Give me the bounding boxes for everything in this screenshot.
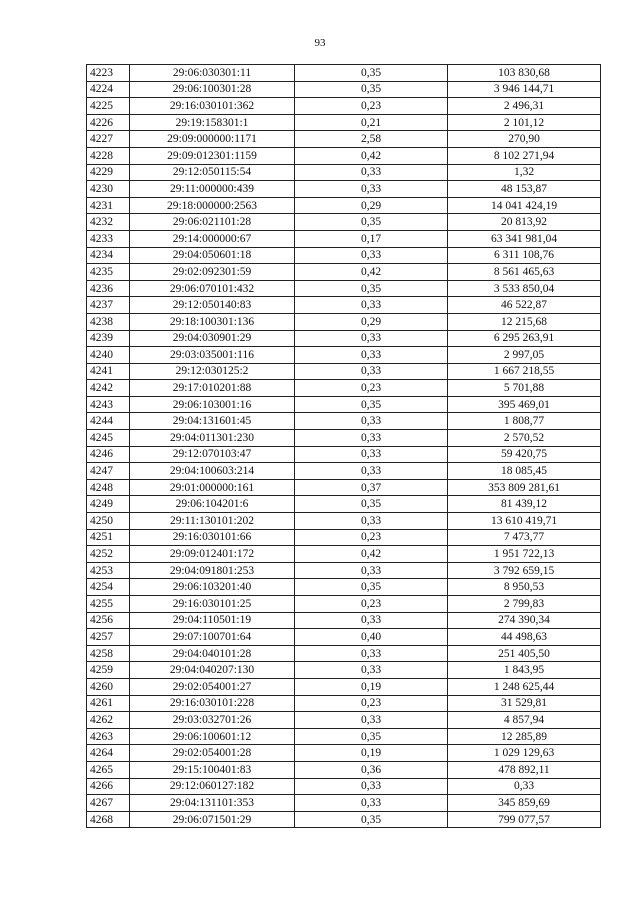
row-number-cell: 4266 [87,778,130,795]
value-cell: 13 610 419,71 [448,513,601,530]
cadastral-number-cell: 29:12:050115:54 [130,164,295,181]
value-cell: 395 469,01 [448,396,601,413]
value-cell: 12 285,89 [448,728,601,745]
value-cell: 3 533 850,04 [448,280,601,297]
row-number-cell: 4242 [87,380,130,397]
table-row [87,562,601,579]
row-number-cell: 4237 [87,297,130,314]
rate-cell: 0,23 [295,529,448,546]
row-number-cell: 4232 [87,214,130,231]
value-cell: 5 701,88 [448,380,601,397]
table-row [87,81,601,98]
rate-cell: 0,33 [295,297,448,314]
table-row [87,678,601,695]
row-number-cell: 4240 [87,347,130,364]
rate-cell: 0,19 [295,678,448,695]
cadastral-number-cell: 29:04:110501:19 [130,612,295,629]
table-row [87,529,601,546]
cadastral-number-cell: 29:18:100301:136 [130,313,295,330]
cadastral-number-cell: 29:04:050601:18 [130,247,295,264]
rate-cell: 2,58 [295,131,448,148]
rate-cell: 0,42 [295,264,448,281]
table-row [87,745,601,762]
row-number-cell: 4254 [87,579,130,596]
rate-cell: 0,35 [295,396,448,413]
table-row [87,147,601,164]
cadastral-number-cell: 29:04:040207:130 [130,662,295,679]
row-number-cell: 4255 [87,596,130,613]
value-cell: 14 041 424,19 [448,197,601,214]
table-row [87,446,601,463]
value-cell: 2 799,83 [448,596,601,613]
row-number-cell: 4231 [87,197,130,214]
cadastral-number-cell: 29:06:100301:28 [130,81,295,98]
cadastral-number-cell: 29:06:030301:11 [130,65,295,82]
rate-cell: 0,23 [295,98,448,115]
rate-cell: 0,42 [295,147,448,164]
cadastral-number-cell: 29:04:030901:29 [130,330,295,347]
value-cell: 1 843,95 [448,662,601,679]
row-number-cell: 4238 [87,313,130,330]
value-cell: 46 522,87 [448,297,601,314]
rate-cell: 0,29 [295,313,448,330]
table-row [87,65,601,82]
cadastral-number-cell: 29:16:030101:66 [130,529,295,546]
table-row [87,164,601,181]
rate-cell: 0,33 [295,413,448,430]
cadastral-number-cell: 29:03:035001:116 [130,347,295,364]
row-number-cell: 4249 [87,496,130,513]
rate-cell: 0,35 [295,496,448,513]
cadastral-number-cell: 29:06:104201:6 [130,496,295,513]
cadastral-number-cell: 29:06:070101:432 [130,280,295,297]
registry-table [86,64,601,828]
cadastral-number-cell: 29:09:012301:1159 [130,147,295,164]
value-cell: 2 570,52 [448,430,601,447]
value-cell: 44 498,63 [448,629,601,646]
rate-cell: 0,33 [295,795,448,812]
row-number-cell: 4252 [87,546,130,563]
cadastral-number-cell: 29:04:091801:253 [130,562,295,579]
rate-cell: 0,23 [295,596,448,613]
row-number-cell: 4223 [87,65,130,82]
row-number-cell: 4234 [87,247,130,264]
cadastral-number-cell: 29:06:021101:28 [130,214,295,231]
table-row [87,430,601,447]
row-number-cell: 4267 [87,795,130,812]
table-row [87,612,601,629]
value-cell: 2 101,12 [448,114,601,131]
row-number-cell: 4257 [87,629,130,646]
cadastral-number-cell: 29:12:060127:182 [130,778,295,795]
row-number-cell: 4243 [87,396,130,413]
rate-cell: 0,33 [295,712,448,729]
table-row [87,712,601,729]
value-cell: 63 341 981,04 [448,230,601,247]
value-cell: 3 792 659,15 [448,562,601,579]
value-cell: 103 830,68 [448,65,601,82]
value-cell: 12 215,68 [448,313,601,330]
value-cell: 8 950,53 [448,579,601,596]
table-row [87,380,601,397]
row-number-cell: 4230 [87,181,130,198]
row-number-cell: 4262 [87,712,130,729]
table-row [87,596,601,613]
value-cell: 1 808,77 [448,413,601,430]
row-number-cell: 4227 [87,131,130,148]
cadastral-number-cell: 29:18:000000:2563 [130,197,295,214]
rate-cell: 0,17 [295,230,448,247]
value-cell: 6 295 263,91 [448,330,601,347]
row-number-cell: 4259 [87,662,130,679]
row-number-cell: 4245 [87,430,130,447]
rate-cell: 0,23 [295,380,448,397]
value-cell: 270,90 [448,131,601,148]
page-number: 93 [314,37,326,49]
row-number-cell: 4250 [87,513,130,530]
rate-cell: 0,33 [295,463,448,480]
table-row [87,546,601,563]
rate-cell: 0,33 [295,645,448,662]
rate-cell: 0,33 [295,562,448,579]
table-row [87,264,601,281]
value-cell: 3 946 144,71 [448,81,601,98]
cadastral-number-cell: 29:04:100603:214 [130,463,295,480]
table-row [87,181,601,198]
row-number-cell: 4261 [87,695,130,712]
cadastral-number-cell: 29:06:103201:40 [130,579,295,596]
rate-cell: 0,33 [295,363,448,380]
value-cell: 1 248 625,44 [448,678,601,695]
table-row [87,247,601,264]
value-cell: 0,33 [448,778,601,795]
row-number-cell: 4244 [87,413,130,430]
value-cell: 48 153,87 [448,181,601,198]
row-number-cell: 4235 [87,264,130,281]
row-number-cell: 4246 [87,446,130,463]
registry-table-body [87,65,601,828]
value-cell: 1 029 129,63 [448,745,601,762]
cadastral-number-cell: 29:16:030101:25 [130,596,295,613]
cadastral-number-cell: 29:11:130101:202 [130,513,295,530]
row-number-cell: 4224 [87,81,130,98]
cadastral-number-cell: 29:04:011301:230 [130,430,295,447]
rate-cell: 0,35 [295,81,448,98]
row-number-cell: 4263 [87,728,130,745]
row-number-cell: 4260 [87,678,130,695]
cadastral-number-cell: 29:04:040101:28 [130,645,295,662]
table-row [87,230,601,247]
value-cell: 31 529,81 [448,695,601,712]
value-cell: 4 857,94 [448,712,601,729]
table-row [87,214,601,231]
rate-cell: 0,23 [295,695,448,712]
value-cell: 345 859,69 [448,795,601,812]
row-number-cell: 4236 [87,280,130,297]
rate-cell: 0,21 [295,114,448,131]
value-cell: 20 813,92 [448,214,601,231]
rate-cell: 0,33 [295,778,448,795]
table-row [87,347,601,364]
table-row [87,330,601,347]
cadastral-number-cell: 29:12:070103:47 [130,446,295,463]
table-row [87,131,601,148]
cadastral-number-cell: 29:16:030101:362 [130,98,295,115]
cadastral-number-cell: 29:02:054001:27 [130,678,295,695]
row-number-cell: 4256 [87,612,130,629]
cadastral-number-cell: 29:02:092301:59 [130,264,295,281]
rate-cell: 0,36 [295,761,448,778]
rate-cell: 0,19 [295,745,448,762]
row-number-cell: 4241 [87,363,130,380]
row-number-cell: 4253 [87,562,130,579]
value-cell: 274 390,34 [448,612,601,629]
rate-cell: 0,33 [295,181,448,198]
row-number-cell: 4251 [87,529,130,546]
cadastral-number-cell: 29:17:010201:88 [130,380,295,397]
cadastral-number-cell: 29:02:054001:28 [130,745,295,762]
table-row [87,728,601,745]
cadastral-number-cell: 29:15:100401:83 [130,761,295,778]
row-number-cell: 4265 [87,761,130,778]
rate-cell: 0,29 [295,197,448,214]
cadastral-number-cell: 29:06:103001:16 [130,396,295,413]
table-row [87,479,601,496]
table-row [87,795,601,812]
rate-cell: 0,33 [295,164,448,181]
row-number-cell: 4264 [87,745,130,762]
row-number-cell: 4248 [87,479,130,496]
value-cell: 1 951 722,13 [448,546,601,563]
value-cell: 478 892,11 [448,761,601,778]
row-number-cell: 4233 [87,230,130,247]
row-number-cell: 4229 [87,164,130,181]
row-number-cell: 4226 [87,114,130,131]
rate-cell: 0,35 [295,728,448,745]
table-row [87,98,601,115]
rate-cell: 0,37 [295,479,448,496]
cadastral-number-cell: 29:04:131101:353 [130,795,295,812]
value-cell: 7 473,77 [448,529,601,546]
rate-cell: 0,33 [295,247,448,264]
table-row [87,695,601,712]
rate-cell: 0,33 [295,662,448,679]
row-number-cell: 4258 [87,645,130,662]
table-row [87,280,601,297]
table-row [87,313,601,330]
value-cell: 799 077,57 [448,811,601,828]
cadastral-number-cell: 29:12:050140:83 [130,297,295,314]
table-row [87,645,601,662]
table-row [87,114,601,131]
rate-cell: 0,35 [295,280,448,297]
cadastral-number-cell: 29:16:030101:228 [130,695,295,712]
table-row [87,579,601,596]
cadastral-number-cell: 29:06:100601:12 [130,728,295,745]
cadastral-number-cell: 29:06:071501:29 [130,811,295,828]
table-row [87,811,601,828]
row-number-cell: 4225 [87,98,130,115]
value-cell: 8 561 465,63 [448,264,601,281]
rate-cell: 0,33 [295,446,448,463]
cadastral-number-cell: 29:07:100701:64 [130,629,295,646]
rate-cell: 0,33 [295,612,448,629]
rate-cell: 0,42 [295,546,448,563]
table-row [87,297,601,314]
rate-cell: 0,33 [295,347,448,364]
cadastral-number-cell: 29:01:000000:161 [130,479,295,496]
rate-cell: 0,35 [295,214,448,231]
value-cell: 251 405,50 [448,645,601,662]
rate-cell: 0,33 [295,430,448,447]
cadastral-number-cell: 29:04:131601:45 [130,413,295,430]
value-cell: 2 997,05 [448,347,601,364]
value-cell: 2 496,31 [448,98,601,115]
cadastral-number-cell: 29:14:000000:67 [130,230,295,247]
row-number-cell: 4228 [87,147,130,164]
cadastral-number-cell: 29:11:000000:439 [130,181,295,198]
value-cell: 1 667 218,55 [448,363,601,380]
table-row [87,496,601,513]
rate-cell: 0,33 [295,330,448,347]
row-number-cell: 4268 [87,811,130,828]
value-cell: 81 439,12 [448,496,601,513]
rate-cell: 0,35 [295,65,448,82]
cadastral-number-cell: 29:03:032701:26 [130,712,295,729]
table-row [87,662,601,679]
cadastral-number-cell: 29:09:012401:172 [130,546,295,563]
table-row [87,761,601,778]
table-row [87,629,601,646]
table-row [87,197,601,214]
cadastral-number-cell: 29:19:158301:1 [130,114,295,131]
cadastral-number-cell: 29:09:000000:1171 [130,131,295,148]
table-row [87,778,601,795]
rate-cell: 0,35 [295,811,448,828]
value-cell: 59 420,75 [448,446,601,463]
table-row [87,463,601,480]
rate-cell: 0,33 [295,513,448,530]
row-number-cell: 4239 [87,330,130,347]
rate-cell: 0,35 [295,579,448,596]
table-row [87,513,601,530]
row-number-cell: 4247 [87,463,130,480]
table-row [87,396,601,413]
table-row [87,413,601,430]
value-cell: 8 102 271,94 [448,147,601,164]
value-cell: 6 311 108,76 [448,247,601,264]
value-cell: 18 085,45 [448,463,601,480]
value-cell: 353 809 281,61 [448,479,601,496]
cadastral-number-cell: 29:12:030125:2 [130,363,295,380]
table-row [87,363,601,380]
rate-cell: 0,40 [295,629,448,646]
value-cell: 1,32 [448,164,601,181]
